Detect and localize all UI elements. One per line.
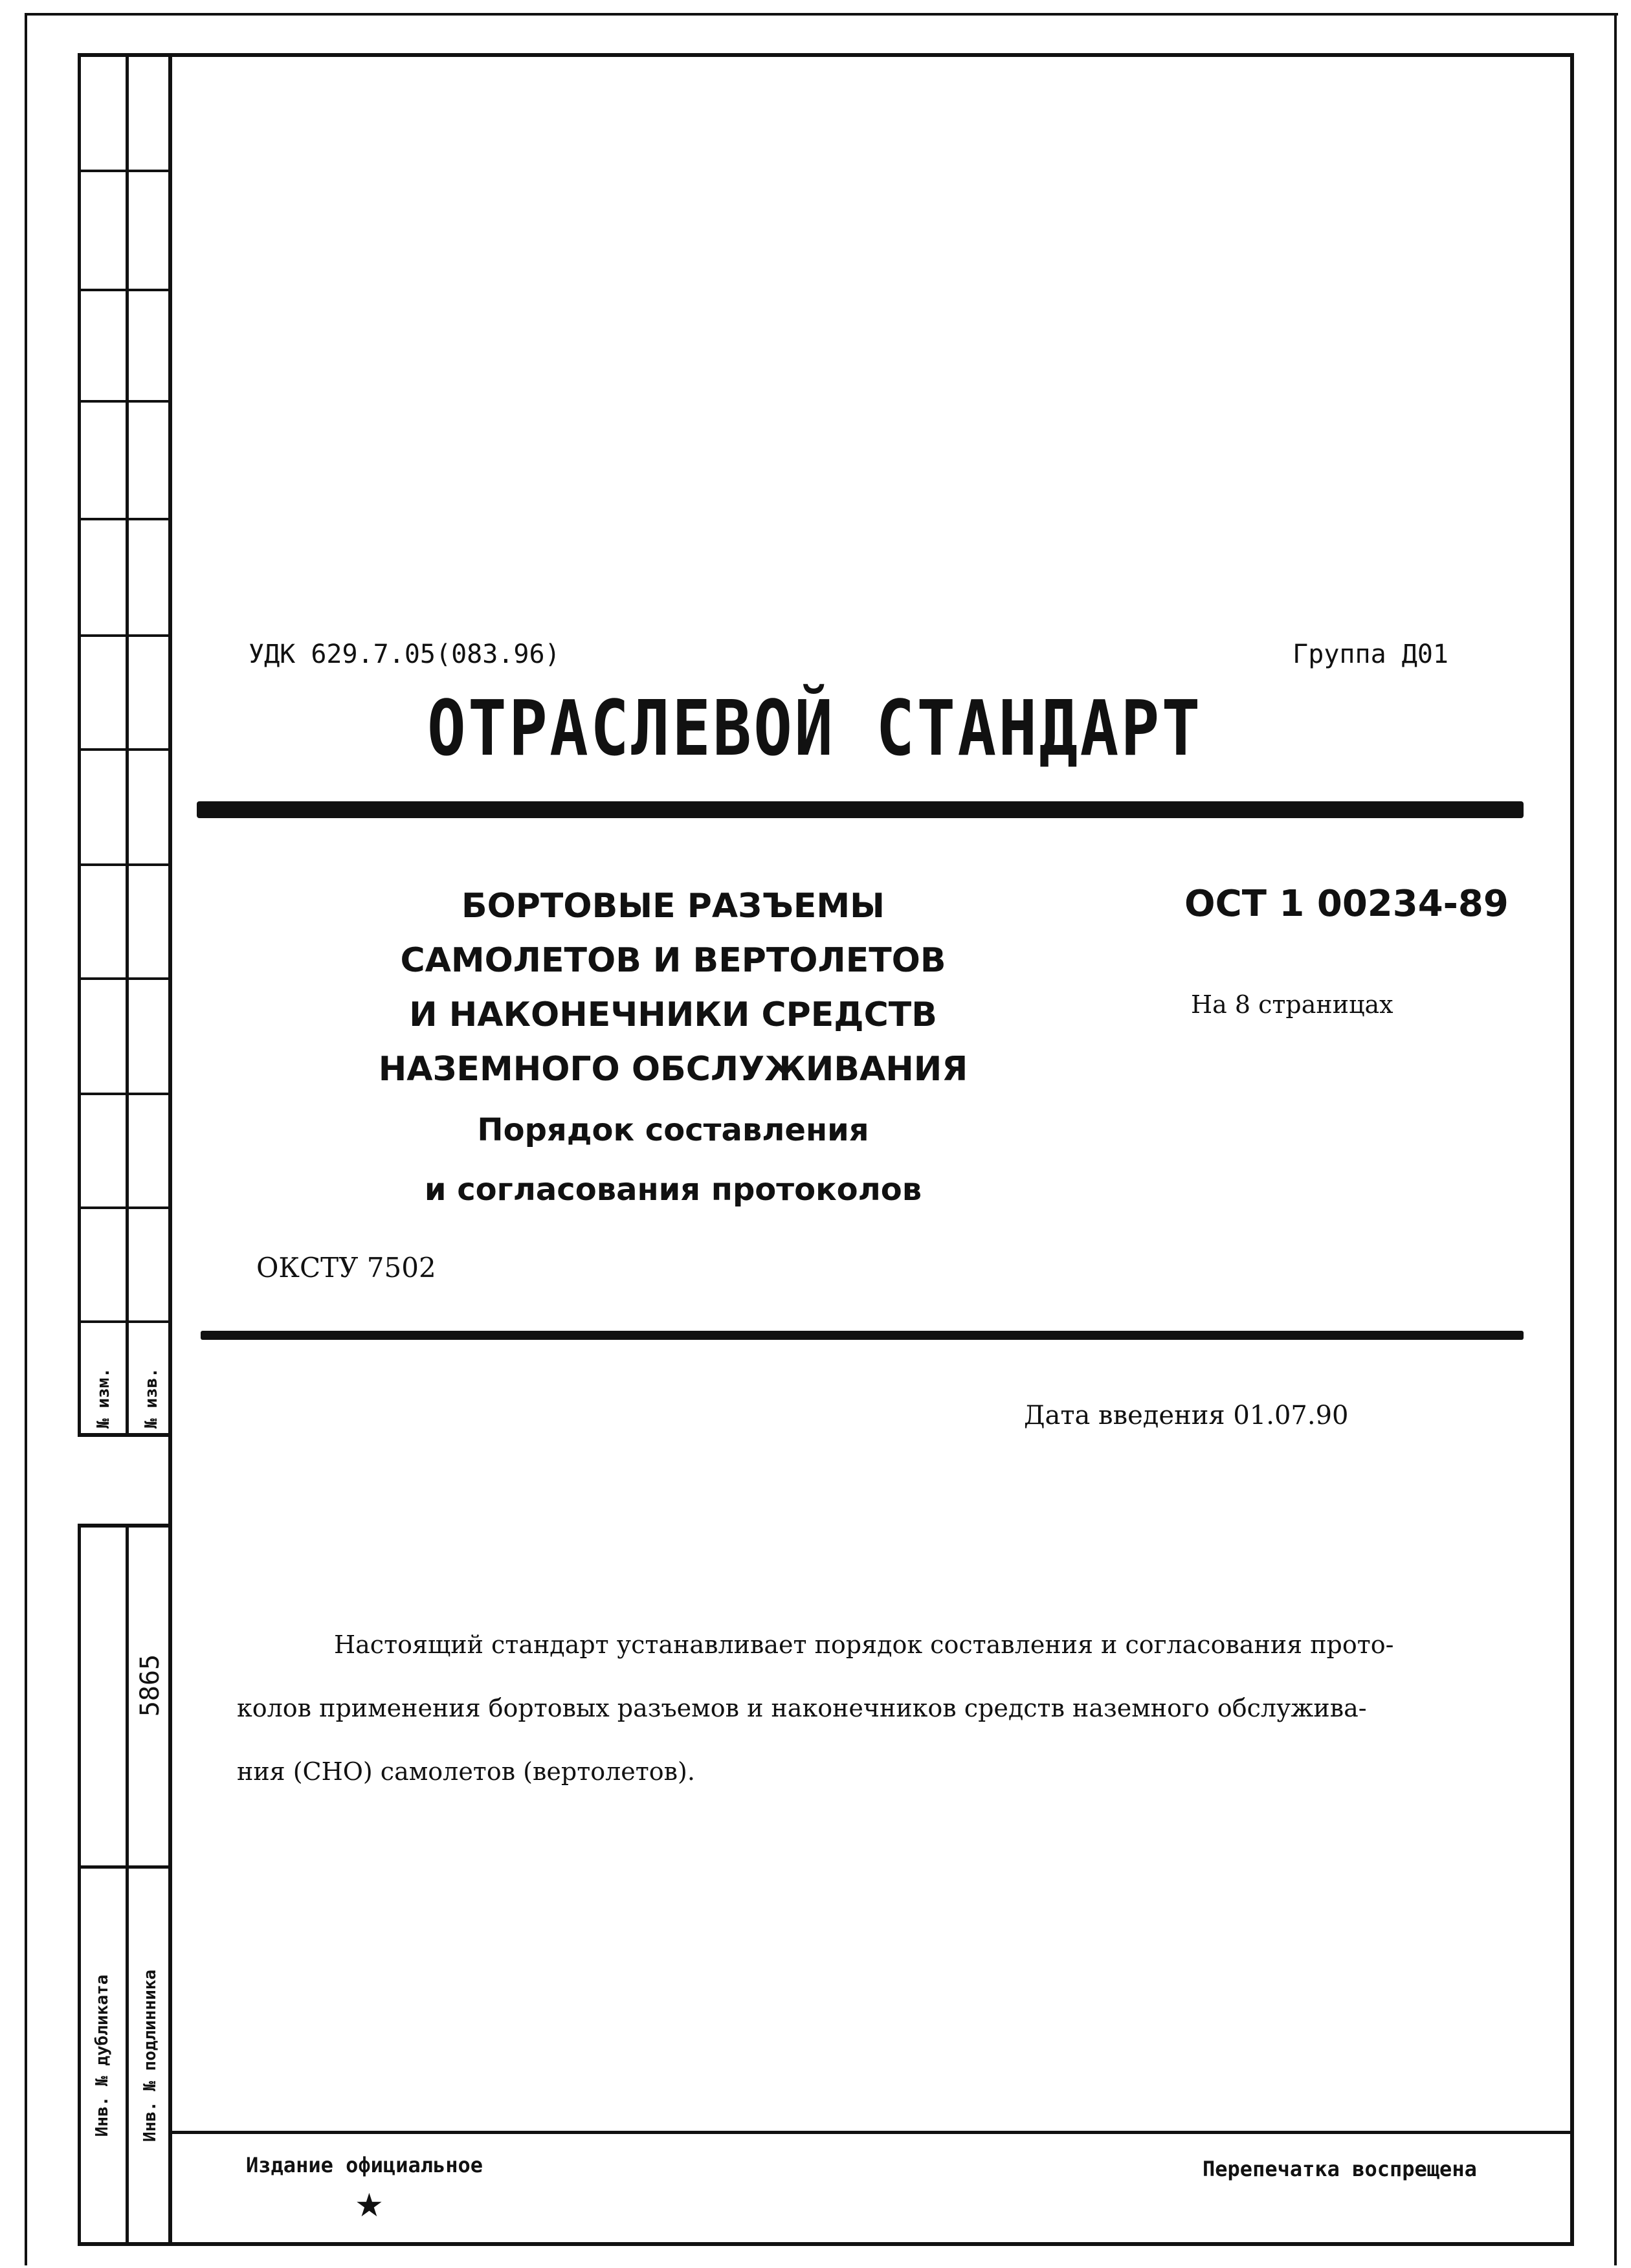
stamp-row-line (78, 170, 168, 172)
group-code: Группа Д01 (1293, 639, 1448, 669)
page-title: ОТРАСЛЕВОЙ СТАНДАРТ (427, 684, 1203, 773)
stamp-row-line (78, 748, 168, 751)
page-count: На 8 страницах (1191, 990, 1393, 1019)
reprint-note: Перепечатка воспрещена (1203, 2157, 1477, 2181)
title-line: БОРТОВЫЕ РАЗЪЕМЫ (461, 887, 885, 926)
stamp-original-label: Инв. № подлинника (140, 1969, 160, 2142)
stamp-row-line (78, 977, 168, 980)
star-icon: ★ (355, 2186, 384, 2224)
introduction-date: Дата введения 01.07.90 (1024, 1401, 1349, 1430)
stamp-row-line (78, 1320, 168, 1323)
stamp-duplicate-label: Инв. № дубликата (93, 1974, 112, 2137)
standard-code: ОСТ 1 00234-89 (1184, 883, 1509, 925)
thick-rule-bottom (201, 1331, 1524, 1340)
stamp-lower-mid-edge (126, 1524, 129, 2246)
stamp-lower-top (78, 1524, 168, 1528)
thick-rule-top (197, 801, 1524, 818)
stamp-mid-edge (126, 53, 129, 1437)
subtitle-line: Порядок составления (477, 1112, 869, 1148)
page-border-right (1614, 13, 1617, 2265)
body-line: Настоящий стандарт устанавливает порядок составления и согласования прото- (334, 1630, 1394, 1659)
footer-rule (168, 2131, 1574, 2134)
edition-note: Издание официальное (246, 2153, 483, 2177)
page-border-left (25, 13, 27, 2265)
title-line: САМОЛЕТОВ И ВЕРТОЛЕТОВ (400, 941, 946, 980)
stamp-row-line (78, 863, 168, 866)
stamp-left-edge (78, 53, 81, 1437)
stamp-lower-divider (78, 1865, 168, 1869)
title-line: НАЗЕМНОГО ОБСЛУЖИВАНИЯ (378, 1050, 968, 1089)
stamp-row-line (78, 518, 168, 520)
stamp-row-line (78, 400, 168, 403)
body-line: колов применения бортовых разъемов и наконечников средств наземного обслужива- (237, 1694, 1367, 1722)
stamp-row-line (78, 1206, 168, 1209)
document-title (337, 879, 1010, 1096)
stamp-row-line (78, 289, 168, 291)
udk-code: УДК 629.7.05(083.96) (249, 639, 560, 669)
okstu-code: ОКСТУ 7502 (256, 1252, 436, 1284)
document-subtitle (337, 1100, 1010, 1219)
subtitle-line: и согласования протоколов (424, 1172, 922, 1208)
stamp-lower-left-edge (78, 1524, 81, 2246)
title-line: И НАКОНЕЧНИКИ СРЕДСТВ (409, 995, 937, 1034)
stamp-row-line (78, 634, 168, 637)
body-text (237, 1613, 1467, 1803)
stamp-lower-bottom (78, 2242, 168, 2246)
stamp-original-number: 5865 (135, 1654, 165, 1717)
page-border-top (26, 13, 1618, 16)
stamp-top-edge (78, 53, 168, 57)
body-line: ния (СНО) самолетов (вертолетов). (237, 1757, 695, 1786)
stamp-izv-label: № изв. (142, 1368, 161, 1429)
stamp-izm-label: № изм. (94, 1368, 113, 1429)
stamp-row-line (78, 1093, 168, 1095)
